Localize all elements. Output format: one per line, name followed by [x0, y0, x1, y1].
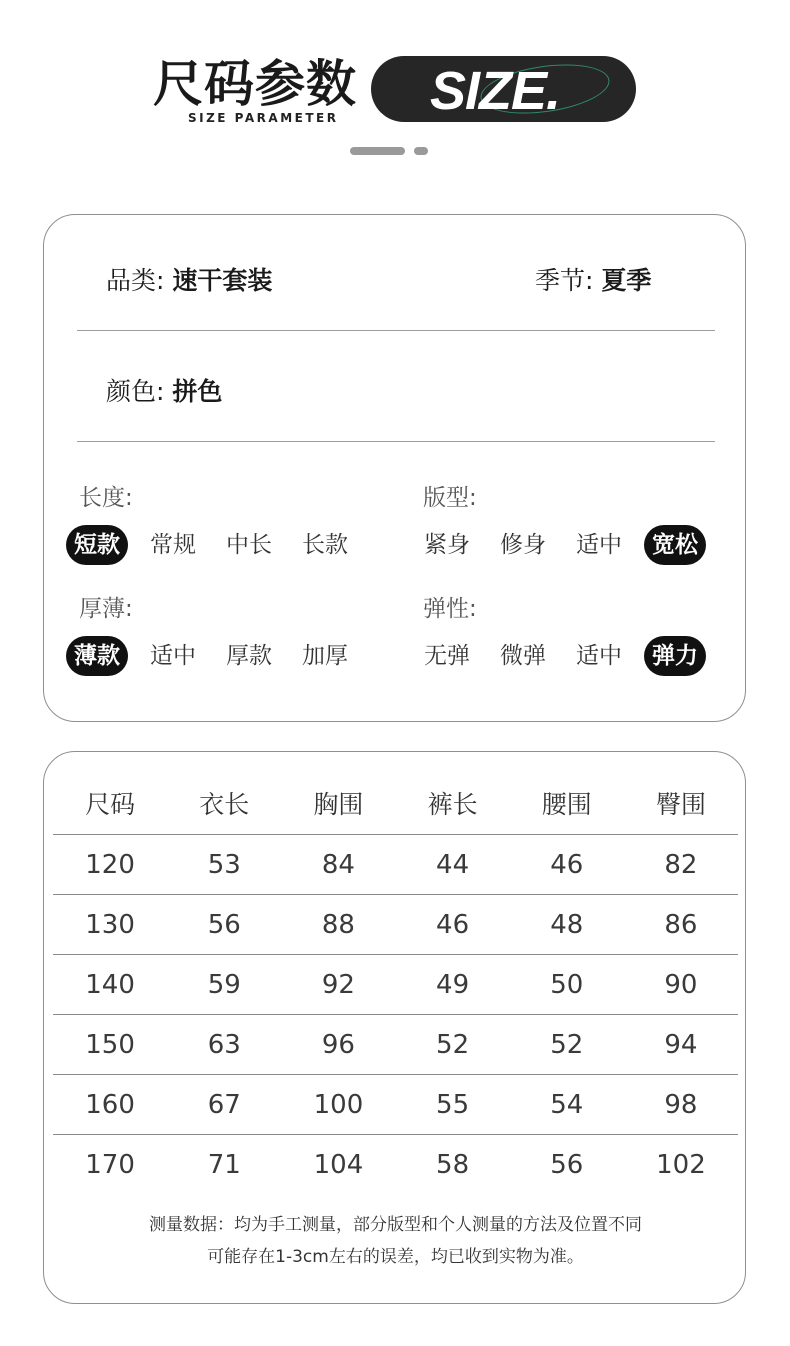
length-label: 长度: — [79, 485, 133, 511]
table-cell: 140 — [85, 969, 135, 1000]
table-cell: 56 — [207, 909, 241, 940]
season-value: 夏季 — [601, 266, 652, 295]
length-option: 短款 — [66, 525, 128, 565]
table-cell: 98 — [664, 1089, 698, 1120]
table-cell: 50 — [550, 969, 584, 1000]
length-option: 长款 — [302, 532, 348, 558]
table-row — [53, 1015, 738, 1075]
thickness-option: 厚款 — [226, 643, 272, 669]
fit-option: 宽松 — [644, 525, 706, 565]
table-cell: 92 — [321, 969, 355, 1000]
thickness-label: 厚薄: — [79, 596, 133, 622]
table-cell: 100 — [313, 1089, 364, 1120]
size-badge-text: SIZE. — [430, 61, 561, 121]
size-table-card — [43, 751, 746, 1304]
table-cell: 46 — [436, 909, 470, 940]
table-cell: 44 — [436, 849, 470, 880]
column-header: 裤长 — [427, 790, 478, 819]
table-cell: 58 — [436, 1149, 470, 1180]
length-options — [66, 525, 370, 565]
season-label: 季节: — [535, 266, 594, 295]
elasticity-options — [416, 636, 720, 676]
thickness-options — [66, 636, 370, 676]
page-title: 尺码参数 — [153, 55, 357, 113]
table-cell: 53 — [207, 849, 241, 880]
length-option: 常规 — [150, 532, 196, 558]
table-cell: 49 — [436, 969, 470, 1000]
table-cell: 130 — [85, 909, 135, 940]
season-row — [535, 265, 651, 297]
fit-option: 紧身 — [424, 532, 470, 558]
table-cell: 55 — [436, 1089, 470, 1120]
elasticity-option: 无弹 — [424, 643, 470, 669]
table-row — [53, 835, 738, 895]
table-cell: 52 — [550, 1029, 584, 1060]
elasticity-option: 弹力 — [644, 636, 706, 676]
table-cell: 54 — [550, 1089, 584, 1120]
table-cell: 104 — [313, 1149, 364, 1180]
table-cell: 94 — [664, 1029, 698, 1060]
size-table — [53, 782, 738, 1194]
divider — [77, 330, 715, 331]
table-row — [53, 895, 738, 955]
elasticity-option: 适中 — [576, 643, 622, 669]
column-header: 臀围 — [655, 790, 706, 819]
page-subtitle: SIZE PARAMETER — [188, 111, 339, 125]
color-label: 颜色: — [106, 377, 165, 406]
table-cell: 96 — [321, 1029, 355, 1060]
table-row — [53, 1135, 738, 1194]
table-row — [53, 1075, 738, 1135]
length-option: 中长 — [226, 532, 272, 558]
table-cell: 48 — [550, 909, 584, 940]
table-cell: 84 — [321, 849, 355, 880]
elasticity-option: 微弹 — [500, 643, 546, 669]
measurement-note-line1: 测量数据：均为手工测量，部分版型和个人测量的方法及位置不同 — [149, 1215, 642, 1235]
table-header-row — [53, 782, 738, 835]
table-cell: 102 — [656, 1149, 706, 1180]
table-cell: 52 — [436, 1029, 470, 1060]
thickness-option: 加厚 — [302, 643, 348, 669]
divider-dash — [350, 147, 405, 155]
divider-dot — [414, 147, 428, 155]
fit-label: 版型: — [423, 485, 477, 511]
table-cell: 56 — [550, 1149, 584, 1180]
table-cell: 82 — [664, 849, 698, 880]
table-cell: 160 — [85, 1089, 135, 1120]
fit-options — [416, 525, 720, 565]
thickness-option: 薄款 — [66, 636, 128, 676]
table-cell: 90 — [664, 969, 698, 1000]
column-header: 尺码 — [85, 790, 136, 819]
product-info-card — [43, 214, 746, 722]
table-cell: 71 — [207, 1149, 241, 1180]
measurement-note-line2: 可能存在1-3cm左右的误差，均已收到实物为准。 — [207, 1247, 584, 1267]
table-cell: 59 — [207, 969, 241, 1000]
table-cell: 67 — [207, 1089, 241, 1120]
table-cell: 86 — [664, 909, 698, 940]
column-header: 胸围 — [313, 790, 364, 819]
category-label: 品类: — [106, 266, 165, 295]
fit-option: 适中 — [576, 532, 622, 558]
fit-option: 修身 — [500, 532, 546, 558]
category-value: 速干套装 — [172, 266, 273, 295]
elasticity-label: 弹性: — [423, 596, 477, 622]
category-row — [106, 265, 272, 297]
table-cell: 63 — [207, 1029, 241, 1060]
color-value: 拼色 — [172, 377, 223, 406]
table-cell: 88 — [321, 909, 355, 940]
column-header: 腰围 — [541, 790, 592, 819]
table-cell: 170 — [85, 1149, 135, 1180]
table-cell: 150 — [85, 1029, 135, 1060]
color-row — [106, 376, 222, 408]
table-cell: 120 — [85, 849, 135, 880]
column-header: 衣长 — [199, 790, 250, 819]
table-cell: 46 — [550, 849, 584, 880]
thickness-option: 适中 — [150, 643, 196, 669]
divider — [77, 441, 715, 442]
table-row — [53, 955, 738, 1015]
